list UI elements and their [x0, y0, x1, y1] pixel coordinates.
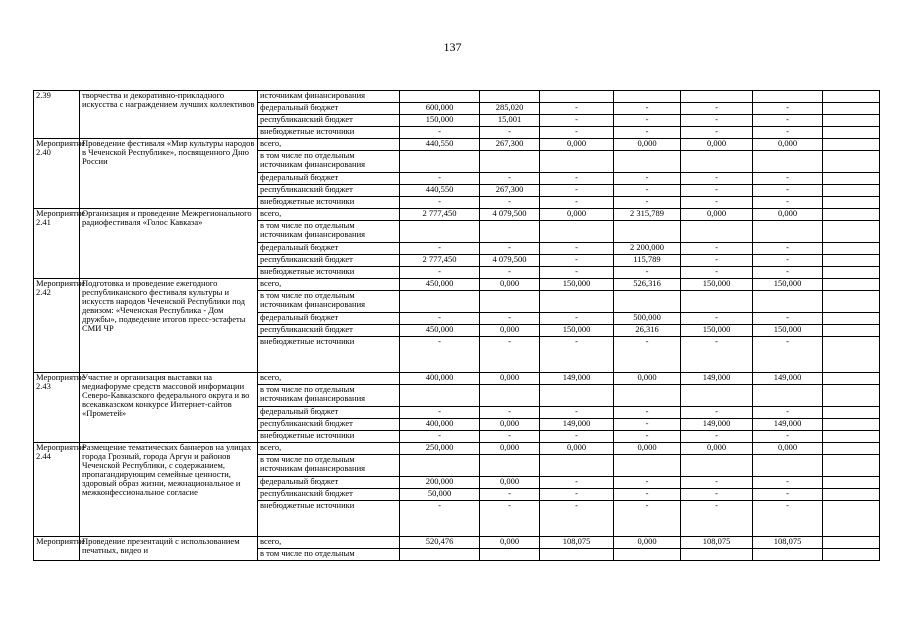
funding-value: - — [614, 489, 681, 501]
funding-value: - — [753, 313, 823, 325]
funding-value: 2 200,000 — [614, 243, 681, 255]
funding-source: внебюджетные источники — [258, 431, 400, 443]
funding-value: 115,789 — [614, 255, 681, 267]
funding-value: - — [400, 407, 480, 419]
funding-value: - — [614, 501, 681, 537]
funding-value — [614, 221, 681, 243]
funding-source: всего, — [258, 209, 400, 221]
funding-value: 0,000 — [753, 139, 823, 151]
funding-value: 150,000 — [400, 115, 480, 127]
empty-cell — [823, 279, 880, 291]
funding-value: 450,000 — [400, 279, 480, 291]
funding-value — [400, 151, 480, 173]
funding-value: - — [540, 477, 614, 489]
funding-value: 400,000 — [400, 419, 480, 431]
funding-value: 149,000 — [540, 373, 614, 385]
empty-cell — [823, 127, 880, 139]
funding-value: - — [480, 337, 540, 373]
funding-value: 0,000 — [480, 537, 540, 549]
funding-value: 150,000 — [753, 279, 823, 291]
funding-source: всего, — [258, 373, 400, 385]
funding-value: - — [614, 127, 681, 139]
funding-value — [480, 221, 540, 243]
funding-value: - — [480, 127, 540, 139]
funding-source: федеральный бюджет — [258, 103, 400, 115]
funding-value: 0,000 — [540, 443, 614, 455]
funding-source: республиканский бюджет — [258, 419, 400, 431]
funding-value: 0,000 — [614, 537, 681, 549]
funding-value — [753, 151, 823, 173]
funding-source: внебюджетные источники — [258, 197, 400, 209]
funding-value: - — [480, 489, 540, 501]
funding-value — [681, 291, 753, 313]
funding-value — [681, 385, 753, 407]
funding-value: 149,000 — [681, 373, 753, 385]
funding-value — [614, 151, 681, 173]
funding-value: 108,075 — [753, 537, 823, 549]
measure-name: Проведение фестиваля «Мир культуры народов в Чеченской Республике», посвященного Дню России — [80, 139, 258, 209]
funding-value: - — [681, 197, 753, 209]
funding-value: - — [540, 115, 614, 127]
budget-table — [33, 90, 880, 561]
empty-cell — [823, 185, 880, 197]
funding-value: - — [480, 197, 540, 209]
funding-value — [540, 549, 614, 561]
funding-value: - — [614, 419, 681, 431]
funding-value: 0,000 — [480, 443, 540, 455]
empty-cell — [823, 419, 880, 431]
empty-cell — [823, 373, 880, 385]
empty-cell — [823, 209, 880, 221]
empty-cell — [823, 115, 880, 127]
funding-value — [400, 549, 480, 561]
funding-value: - — [681, 431, 753, 443]
funding-value: - — [540, 185, 614, 197]
funding-source: республиканский бюджет — [258, 185, 400, 197]
empty-cell — [823, 151, 880, 173]
measure-name: Участие и организация выставки на медиафоруме средств массовой информации Северо-Кавказского федерального округа и во всекавказском конкурсе Интернет-сайтов «Прометей» — [80, 373, 258, 443]
funding-value: - — [480, 313, 540, 325]
funding-value: - — [614, 267, 681, 279]
funding-value: 2 777,450 — [400, 209, 480, 221]
funding-value: - — [540, 313, 614, 325]
funding-value: - — [681, 501, 753, 537]
funding-value: - — [681, 407, 753, 419]
funding-value: 50,000 — [400, 489, 480, 501]
funding-value: 200,000 — [400, 477, 480, 489]
funding-source: в том числе по отдельным источникам финансирования — [258, 385, 400, 407]
empty-cell — [823, 407, 880, 419]
funding-source: республиканский бюджет — [258, 489, 400, 501]
funding-value: - — [480, 173, 540, 185]
funding-value: - — [681, 337, 753, 373]
funding-value: - — [681, 477, 753, 489]
measure-index: 2.39 — [34, 91, 80, 139]
empty-cell — [823, 267, 880, 279]
funding-value: - — [540, 489, 614, 501]
funding-value — [681, 549, 753, 561]
funding-value: - — [681, 267, 753, 279]
funding-value — [681, 151, 753, 173]
funding-value: 2 777,450 — [400, 255, 480, 267]
funding-value: - — [681, 185, 753, 197]
measure-name: Размещение тематических баннеров на улицах города Грозный, города Аргун и районов Чеченской Республики, с содержанием, пропагандирующим семейные ценности, здоровый образ жизни, межнациональное и межконфессиональное согласие — [80, 443, 258, 537]
empty-cell — [823, 221, 880, 243]
funding-value: - — [400, 243, 480, 255]
funding-value: - — [614, 115, 681, 127]
funding-value — [753, 455, 823, 477]
empty-cell — [823, 537, 880, 549]
funding-value: 267,300 — [480, 185, 540, 197]
funding-value — [614, 291, 681, 313]
funding-value: - — [681, 313, 753, 325]
measure-name: Подготовка и проведение ежегодного республиканского фестиваля культуры и искусств народов Чеченской Республики под девизом: «Чеченская Республика - Дом дружбы», подведение итогов пресс-эстафеты СМИ ЧР — [80, 279, 258, 373]
funding-value: - — [681, 127, 753, 139]
funding-value: 440,550 — [400, 139, 480, 151]
funding-source: федеральный бюджет — [258, 173, 400, 185]
funding-source: источникам финансирования — [258, 91, 400, 103]
funding-value: - — [540, 173, 614, 185]
funding-value — [753, 385, 823, 407]
funding-value: - — [753, 267, 823, 279]
funding-value: 440,550 — [400, 185, 480, 197]
funding-value: - — [614, 407, 681, 419]
funding-source: в том числе по отдельным источникам финансирования — [258, 221, 400, 243]
funding-value: - — [681, 243, 753, 255]
funding-value — [614, 385, 681, 407]
funding-value: - — [540, 197, 614, 209]
measure-index: Мероприятие — [34, 537, 80, 561]
funding-value — [540, 291, 614, 313]
funding-value — [540, 151, 614, 173]
funding-value: 520,476 — [400, 537, 480, 549]
funding-source: в том числе по отдельным источникам финансирования — [258, 291, 400, 313]
funding-source: всего, — [258, 537, 400, 549]
funding-value: - — [753, 243, 823, 255]
funding-source: в том числе по отдельным источникам финансирования — [258, 151, 400, 173]
funding-value — [753, 291, 823, 313]
measure-index: Мероприятие 2.40 — [34, 139, 80, 209]
funding-value: - — [614, 431, 681, 443]
funding-value: 285,020 — [480, 103, 540, 115]
funding-value: 2 315,789 — [614, 209, 681, 221]
funding-source: внебюджетные источники — [258, 337, 400, 373]
funding-value: - — [540, 243, 614, 255]
funding-value: - — [400, 197, 480, 209]
funding-value — [400, 221, 480, 243]
funding-value: - — [753, 185, 823, 197]
empty-cell — [823, 431, 880, 443]
funding-value: - — [614, 185, 681, 197]
empty-cell — [823, 243, 880, 255]
funding-value: 600,000 — [400, 103, 480, 115]
funding-value — [480, 91, 540, 103]
funding-value: 0,000 — [480, 373, 540, 385]
funding-value: 150,000 — [681, 279, 753, 291]
funding-value: 0,000 — [681, 443, 753, 455]
funding-value — [540, 221, 614, 243]
funding-source: всего, — [258, 139, 400, 151]
funding-source: федеральный бюджет — [258, 243, 400, 255]
page-number: 137 — [443, 40, 462, 54]
funding-value: - — [540, 501, 614, 537]
funding-value — [753, 221, 823, 243]
funding-value: - — [753, 103, 823, 115]
funding-source: в том числе по отдельным — [258, 549, 400, 561]
funding-value: 0,000 — [753, 443, 823, 455]
measure-name: Организация и проведение Межрегионального радиофестиваля «Голос Кавказа» — [80, 209, 258, 279]
funding-value: 0,000 — [614, 139, 681, 151]
funding-value: - — [400, 267, 480, 279]
funding-value: - — [540, 407, 614, 419]
funding-value: - — [614, 197, 681, 209]
empty-cell — [823, 197, 880, 209]
empty-cell — [823, 443, 880, 455]
empty-cell — [823, 489, 880, 501]
funding-value: 0,000 — [614, 373, 681, 385]
funding-value: 526,316 — [614, 279, 681, 291]
funding-source: внебюджетные источники — [258, 501, 400, 537]
funding-value: 149,000 — [753, 419, 823, 431]
funding-value: - — [753, 127, 823, 139]
funding-value: - — [400, 127, 480, 139]
funding-value: - — [400, 501, 480, 537]
funding-value: 4 079,500 — [480, 209, 540, 221]
empty-cell — [823, 291, 880, 313]
funding-value: 4 079,500 — [480, 255, 540, 267]
funding-value: - — [480, 431, 540, 443]
funding-value: - — [753, 407, 823, 419]
funding-value — [540, 91, 614, 103]
funding-value: - — [400, 431, 480, 443]
funding-source: республиканский бюджет — [258, 325, 400, 337]
funding-value: - — [480, 501, 540, 537]
funding-value — [614, 455, 681, 477]
funding-value: - — [753, 489, 823, 501]
empty-cell — [823, 325, 880, 337]
funding-value: 149,000 — [753, 373, 823, 385]
table-row — [34, 443, 880, 455]
funding-value — [681, 91, 753, 103]
funding-source: федеральный бюджет — [258, 477, 400, 489]
funding-value: 150,000 — [540, 279, 614, 291]
funding-value: - — [614, 477, 681, 489]
funding-value: 149,000 — [540, 419, 614, 431]
funding-value: 108,075 — [681, 537, 753, 549]
funding-value — [614, 549, 681, 561]
funding-value — [480, 549, 540, 561]
table-row — [34, 537, 880, 549]
funding-value: - — [753, 115, 823, 127]
funding-value — [753, 549, 823, 561]
funding-value: 150,000 — [753, 325, 823, 337]
funding-value: - — [400, 173, 480, 185]
funding-value: 267,300 — [480, 139, 540, 151]
funding-value: - — [614, 337, 681, 373]
funding-value: 0,000 — [681, 139, 753, 151]
funding-source: в том числе по отдельным источникам финансирования — [258, 455, 400, 477]
funding-value: - — [753, 173, 823, 185]
empty-cell — [823, 549, 880, 561]
funding-value: - — [540, 127, 614, 139]
empty-cell — [823, 255, 880, 267]
funding-value: 15,001 — [480, 115, 540, 127]
funding-source: всего, — [258, 279, 400, 291]
funding-value: - — [480, 267, 540, 279]
funding-value — [400, 385, 480, 407]
funding-value: 26,316 — [614, 325, 681, 337]
funding-value — [681, 221, 753, 243]
funding-value: 0,000 — [540, 209, 614, 221]
funding-value: - — [753, 477, 823, 489]
empty-cell — [823, 337, 880, 373]
funding-value — [480, 455, 540, 477]
funding-value: - — [540, 267, 614, 279]
funding-value — [480, 151, 540, 173]
funding-value — [400, 91, 480, 103]
funding-value: - — [400, 337, 480, 373]
funding-value: - — [681, 489, 753, 501]
funding-value: - — [753, 337, 823, 373]
funding-value: - — [681, 103, 753, 115]
funding-value — [400, 291, 480, 313]
funding-value: - — [540, 255, 614, 267]
table-row — [34, 279, 880, 291]
funding-value: 250,000 — [400, 443, 480, 455]
measure-index: Мероприятие 2.42 — [34, 279, 80, 373]
funding-source: внебюджетные источники — [258, 127, 400, 139]
funding-value: - — [681, 255, 753, 267]
funding-value: 400,000 — [400, 373, 480, 385]
funding-source: всего, — [258, 443, 400, 455]
funding-value: 0,000 — [480, 477, 540, 489]
table-row — [34, 139, 880, 151]
funding-value: 0,000 — [480, 325, 540, 337]
empty-cell — [823, 385, 880, 407]
empty-cell — [823, 313, 880, 325]
funding-value: 450,000 — [400, 325, 480, 337]
funding-value: 150,000 — [681, 325, 753, 337]
funding-value: 500,000 — [614, 313, 681, 325]
funding-source: республиканский бюджет — [258, 255, 400, 267]
funding-value — [614, 91, 681, 103]
measure-name: Проведение презентаций с использованием печатных, видео и — [80, 537, 258, 561]
table-row — [34, 209, 880, 221]
measure-index: Мероприятие 2.44 — [34, 443, 80, 537]
funding-value — [480, 291, 540, 313]
funding-value — [753, 91, 823, 103]
funding-value: 0,000 — [480, 419, 540, 431]
empty-cell — [823, 477, 880, 489]
empty-cell — [823, 173, 880, 185]
funding-value — [681, 455, 753, 477]
funding-value: 0,000 — [614, 443, 681, 455]
funding-value: - — [400, 313, 480, 325]
funding-source: федеральный бюджет — [258, 407, 400, 419]
funding-value: - — [753, 431, 823, 443]
funding-value: - — [540, 337, 614, 373]
table-row — [34, 373, 880, 385]
empty-cell — [823, 501, 880, 537]
funding-value: 0,000 — [480, 279, 540, 291]
funding-value — [480, 385, 540, 407]
funding-value: - — [540, 103, 614, 115]
funding-value: - — [480, 243, 540, 255]
funding-value: 108,075 — [540, 537, 614, 549]
funding-value: 150,000 — [540, 325, 614, 337]
funding-value: - — [480, 407, 540, 419]
funding-value: - — [753, 501, 823, 537]
funding-value: 0,000 — [753, 209, 823, 221]
funding-value — [540, 385, 614, 407]
funding-value — [540, 455, 614, 477]
funding-value: - — [540, 431, 614, 443]
funding-value — [400, 455, 480, 477]
funding-value: - — [681, 115, 753, 127]
funding-source: республиканский бюджет — [258, 115, 400, 127]
empty-cell — [823, 91, 880, 103]
table-row — [34, 91, 880, 103]
empty-cell — [823, 455, 880, 477]
funding-value: 0,000 — [540, 139, 614, 151]
funding-source: федеральный бюджет — [258, 313, 400, 325]
empty-cell — [823, 103, 880, 115]
measure-index: Мероприятие 2.41 — [34, 209, 80, 279]
empty-cell — [823, 139, 880, 151]
funding-value: - — [681, 173, 753, 185]
measure-index: Мероприятие 2.43 — [34, 373, 80, 443]
funding-value: - — [753, 197, 823, 209]
funding-value: - — [614, 173, 681, 185]
funding-value: 0,000 — [681, 209, 753, 221]
funding-value: - — [614, 103, 681, 115]
funding-value: 149,000 — [681, 419, 753, 431]
measure-name: творчества и декоративно-прикладного искусства с награждением лучших коллективов — [80, 91, 258, 139]
funding-value: - — [753, 255, 823, 267]
funding-source: внебюджетные источники — [258, 267, 400, 279]
